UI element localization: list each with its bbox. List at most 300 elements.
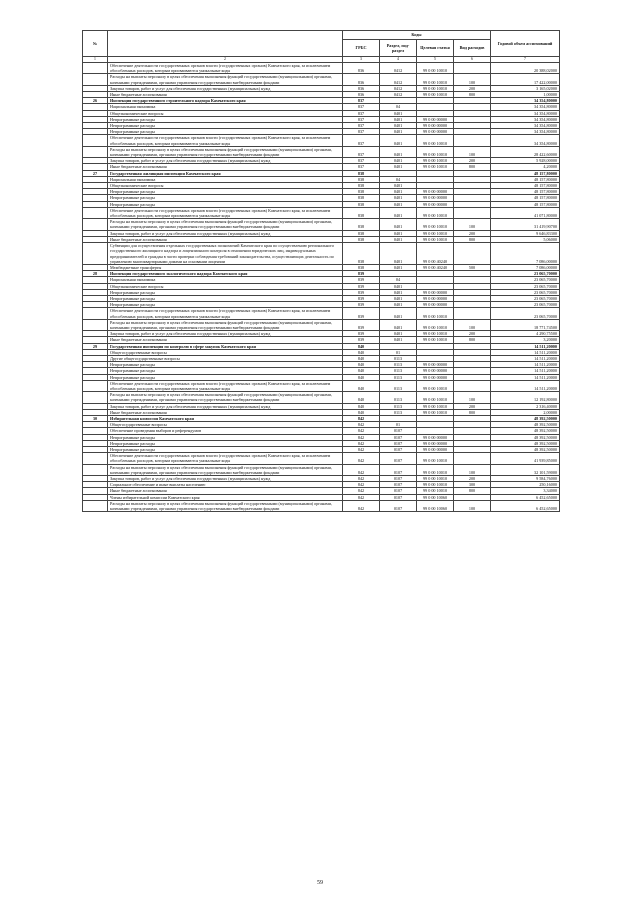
row-grbs: 840 — [343, 349, 380, 355]
row-target-article: 99 0 00 10060 — [417, 494, 454, 500]
row-grbs: 837 — [343, 129, 380, 135]
table-row — [83, 243, 560, 265]
row-number: 26 — [83, 98, 108, 104]
row-expense-type: 800 — [454, 488, 491, 494]
row-sum: 34 354,80000 — [491, 116, 560, 122]
row-expense-type: 200 — [454, 85, 491, 91]
row-sum: 48 392,50000 — [491, 428, 560, 434]
row-expense-type: 200 — [454, 230, 491, 236]
row-name: Непрограммные расходы — [108, 374, 343, 380]
row-sum: 48 157,80000 — [491, 201, 560, 207]
row-razdel: 0412 — [380, 92, 417, 98]
row-sum: 23 065,70000 — [491, 308, 560, 319]
row-sum: 9 584,76000 — [491, 476, 560, 482]
row-sum: 34 354,80000 — [491, 104, 560, 110]
row-name: Расходы на выплаты персоналу в целях обеспечения выполнения функций государственными (муниципальными) органами, казенными учреждениями, органами управления государственными внебюджетными фондами — [108, 74, 343, 85]
row-name: Общегосударственные вопросы — [108, 422, 343, 428]
row-sum: 23 065,70000 — [491, 295, 560, 301]
row-razdel: 0401 — [380, 189, 417, 195]
row-target-article: 99 0 00 10010 — [417, 230, 454, 236]
row-razdel: 0107 — [380, 488, 417, 494]
row-grbs: 837 — [343, 110, 380, 116]
row-razdel: 0401 — [380, 243, 417, 265]
row-name: Инспекция государственного строительного надзора Камчатского края — [108, 98, 343, 104]
row-target-article: 99 0 00 10010 — [417, 85, 454, 91]
row-number — [83, 207, 108, 218]
table-row — [83, 392, 560, 403]
row-number: 29 — [83, 343, 108, 349]
row-grbs: 839 — [343, 308, 380, 319]
row-name: Общеэкономические вопросы — [108, 183, 343, 189]
row-target-article: 99 0 00 10010 — [417, 476, 454, 482]
row-target-article: 99 0 00 00000 — [417, 116, 454, 122]
row-target-article: 99 0 00 00000 — [417, 434, 454, 440]
row-grbs: 842 — [343, 464, 380, 475]
row-razdel: 0107 — [380, 500, 417, 511]
row-razdel: 0107 — [380, 476, 417, 482]
row-sum: 48 392,50000 — [491, 447, 560, 453]
row-name: Непрограммные расходы — [108, 362, 343, 368]
row-razdel: 0401 — [380, 129, 417, 135]
row-sum: 2 316,40000 — [491, 403, 560, 409]
row-name: Расходы на выплаты персоналу в целях обеспечения выполнения функций государственными (муниципальными) органами, казенными учреждениями, органами управления государственными внебюджетными фондами — [108, 392, 343, 403]
row-name: Общеэкономические вопросы — [108, 283, 343, 289]
row-name: Иные бюджетные ассигнования — [108, 409, 343, 415]
row-sum: 14 511,20000 — [491, 343, 560, 349]
row-name: Закупка товаров, работ и услуг для обеспечения государственных (муниципальных) нужд — [108, 331, 343, 337]
row-grbs: 838 — [343, 243, 380, 265]
row-name: Непрограммные расходы — [108, 302, 343, 308]
row-name: Обеспечение деятельности государственных органов власти (государственных органов) Камчатского края, за исключением обособленных расходов, которым присваиваются уникальные коды — [108, 453, 343, 464]
row-razdel: 0401 — [380, 295, 417, 301]
row-razdel: 0113 — [380, 355, 417, 361]
row-sum: 5,06000 — [491, 236, 560, 242]
row-target-article: 99 0 00 40240 — [417, 264, 454, 270]
row-grbs: 840 — [343, 380, 380, 391]
header-index: 3 — [343, 57, 380, 63]
row-grbs: 839 — [343, 337, 380, 343]
row-name: Непрограммные расходы — [108, 201, 343, 207]
row-grbs: 838 — [343, 201, 380, 207]
row-razdel: 04 — [380, 277, 417, 283]
row-sum: 20 388,02000 — [491, 63, 560, 74]
row-sum: 14 511,20000 — [491, 362, 560, 368]
row-name: Расходы на выплаты персоналу в целях обеспечения выполнения функций государственными (муниципальными) органами, казенными учреждениями, органами управления государственными внебюджетными фондами — [108, 146, 343, 157]
row-sum: 12 192,80000 — [491, 392, 560, 403]
row-sum: 41 939,85000 — [491, 453, 560, 464]
row-name: Обеспечение деятельности государственных органов власти (государственных органов) Камчатского края, за исключением обособленных расходов, которым присваиваются уникальные коды — [108, 308, 343, 319]
row-target-article: 99 0 00 10010 — [417, 146, 454, 157]
row-sum: 23 065,70000 — [491, 271, 560, 277]
row-name: Закупка товаров, работ и услуг для обеспечения государственных (муниципальных) нужд — [108, 476, 343, 482]
row-sum: 7 086,00000 — [491, 264, 560, 270]
row-name: Субвенции для осуществления отдельных государственных полномочий Камчатского края по осуществлению регионального государственного жилищного надзора и лицензионного контроля в отношении юридических лиц, индивидуальных предпринимателей и граждан в части проверки соблюдения требований законодательства, осуществляющих деятельность по управлению многоквартирными домами на основании лицензии — [108, 243, 343, 265]
row-sum: 48 392,50000 — [491, 422, 560, 428]
header-annual-sum: Годовой объем ассигнований — [491, 31, 560, 57]
row-sum: 41 071,80000 — [491, 207, 560, 218]
row-name: Непрограммные расходы — [108, 129, 343, 135]
row-name: Непрограммные расходы — [108, 289, 343, 295]
page-number: 59 — [317, 880, 323, 886]
row-sum: 23 065,70000 — [491, 283, 560, 289]
row-grbs: 839 — [343, 331, 380, 337]
row-name: Общегосударственные вопросы — [108, 349, 343, 355]
row-name: Другие общегосударственные вопросы — [108, 355, 343, 361]
row-sum: 9 646,83300 — [491, 230, 560, 236]
table-row — [83, 135, 560, 146]
row-expense-type: 800 — [454, 92, 491, 98]
header-grbs: ГРБС — [343, 40, 380, 57]
row-expense-type — [454, 453, 491, 464]
row-grbs: 842 — [343, 428, 380, 434]
row-name: Непрограммные расходы — [108, 116, 343, 122]
row-expense-type: 200 — [454, 476, 491, 482]
row-grbs: 839 — [343, 295, 380, 301]
row-sum: 250,16000 — [491, 482, 560, 488]
row-razdel: 0401 — [380, 164, 417, 170]
row-sum: 48 157,80000 — [491, 176, 560, 182]
row-target-article: 99 0 00 00000 — [417, 440, 454, 446]
row-expense-type: 200 — [454, 158, 491, 164]
row-name: Расходы на выплаты персоналу в целях обеспечения выполнения функций государственными (муниципальными) органами, казенными учреждениями, органами управления государственными внебюджетными фондами — [108, 319, 343, 330]
row-sum: 4,20000 — [491, 164, 560, 170]
row-target-article: 99 0 00 10010 — [417, 464, 454, 475]
row-grbs: 837 — [343, 123, 380, 129]
row-sum: 7 086,00000 — [491, 243, 560, 265]
row-razdel: 0401 — [380, 337, 417, 343]
row-razdel: 0107 — [380, 482, 417, 488]
table-row — [83, 500, 560, 511]
row-grbs: 842 — [343, 453, 380, 464]
row-name: Социальное обеспечение и иные выплаты населению — [108, 482, 343, 488]
row-expense-type — [454, 308, 491, 319]
row-expense-type: 100 — [454, 392, 491, 403]
row-razdel: 0113 — [380, 392, 417, 403]
row-sum: 18 771,74500 — [491, 319, 560, 330]
row-name: Непрограммные расходы — [108, 123, 343, 129]
row-grbs: 842 — [343, 447, 380, 453]
row-name: Обеспечение деятельности государственных органов власти (государственных органов) Камчатского края, за исключением обособленных расходов, которым присваиваются уникальные коды — [108, 63, 343, 74]
row-target-article: 99 0 00 00000 — [417, 295, 454, 301]
row-grbs: 842 — [343, 500, 380, 511]
row-grbs: 842 — [343, 482, 380, 488]
row-number — [83, 500, 108, 511]
row-number — [83, 308, 108, 319]
row-expense-type — [454, 135, 491, 146]
row-target-article: 99 0 00 10010 — [417, 392, 454, 403]
row-name: Закупка товаров, работ и услуг для обеспечения государственных (муниципальных) нужд — [108, 158, 343, 164]
row-razdel: 0401 — [380, 207, 417, 218]
row-name: Национальная экономика — [108, 277, 343, 283]
row-razdel: 0401 — [380, 319, 417, 330]
row-expense-type: 100 — [454, 219, 491, 230]
row-sum: 17 422,00000 — [491, 74, 560, 85]
row-number — [83, 464, 108, 475]
row-target-article: 99 0 00 10010 — [417, 409, 454, 415]
row-name: Государственная жилищная инспекция Камчатского края — [108, 170, 343, 176]
row-number — [83, 243, 108, 265]
row-grbs: 838 — [343, 230, 380, 236]
row-target-article: 99 0 00 10010 — [417, 482, 454, 488]
row-target-article: 99 0 00 10010 — [417, 92, 454, 98]
row-target-article: 99 0 00 10010 — [417, 158, 454, 164]
row-grbs: 837 — [343, 116, 380, 122]
row-target-article: 99 0 00 00000 — [417, 289, 454, 295]
budget-table — [82, 30, 560, 512]
row-target-article: 99 0 00 10010 — [417, 135, 454, 146]
table-row — [83, 63, 560, 74]
row-sum: 2,00000 — [491, 409, 560, 415]
header-index: 4 — [380, 57, 417, 63]
row-grbs: 839 — [343, 271, 380, 277]
row-razdel: 0107 — [380, 428, 417, 434]
row-grbs: 839 — [343, 302, 380, 308]
row-razdel: 0113 — [380, 380, 417, 391]
table-body — [83, 63, 560, 512]
row-sum: 3,20000 — [491, 337, 560, 343]
row-razdel: 0107 — [380, 453, 417, 464]
header-target-article: Целевая статья — [417, 40, 454, 57]
row-expense-type: 300 — [454, 482, 491, 488]
row-expense-type: 100 — [454, 500, 491, 511]
table-row — [83, 380, 560, 391]
row-sum: 23 065,70000 — [491, 289, 560, 295]
row-sum: 14 511,20000 — [491, 355, 560, 361]
row-name: Непрограммные расходы — [108, 440, 343, 446]
row-razdel: 0401 — [380, 302, 417, 308]
row-razdel: 0401 — [380, 201, 417, 207]
row-expense-type — [454, 380, 491, 391]
row-target-article: 99 0 00 00000 — [417, 195, 454, 201]
row-expense-type: 100 — [454, 319, 491, 330]
row-sum: 4 290,75500 — [491, 331, 560, 337]
row-grbs: 838 — [343, 219, 380, 230]
row-grbs: 839 — [343, 319, 380, 330]
row-razdel: 0401 — [380, 158, 417, 164]
row-target-article: 99 0 00 00000 — [417, 201, 454, 207]
row-sum: 48 157,80000 — [491, 189, 560, 195]
row-sum: 6 452,65000 — [491, 494, 560, 500]
table-row — [83, 319, 560, 330]
row-target-article: 99 0 00 00000 — [417, 368, 454, 374]
row-name: Расходы на выплаты персоналу в целях обеспечения выполнения функций государственными (муниципальными) органами, казенными учреждениями, органами управления государственными внебюджетными фондами — [108, 500, 343, 511]
row-target-article: 99 0 00 00000 — [417, 189, 454, 195]
row-sum: 5 928,00000 — [491, 158, 560, 164]
row-sum: 32 101,59000 — [491, 464, 560, 475]
row-target-article: 99 0 00 40240 — [417, 243, 454, 265]
row-razdel: 0113 — [380, 368, 417, 374]
header-index: 6 — [454, 57, 491, 63]
row-expense-type: 800 — [454, 337, 491, 343]
row-grbs: 840 — [343, 362, 380, 368]
row-target-article: 99 0 00 00000 — [417, 302, 454, 308]
row-name: Иные бюджетные ассигнования — [108, 488, 343, 494]
row-name: Инспекция государственного экологического надзора Камчатского края — [108, 271, 343, 277]
row-razdel: 0107 — [380, 440, 417, 446]
row-expense-type: 200 — [454, 331, 491, 337]
row-expense-type: 200 — [454, 403, 491, 409]
row-grbs: 838 — [343, 189, 380, 195]
row-grbs: 839 — [343, 289, 380, 295]
row-name: Закупка товаров, работ и услуг для обеспечения государственных (муниципальных) нужд — [108, 403, 343, 409]
row-target-article: 99 0 00 10010 — [417, 207, 454, 218]
row-razdel: 0401 — [380, 230, 417, 236]
row-target-article: 99 0 00 00000 — [417, 362, 454, 368]
row-grbs: 842 — [343, 434, 380, 440]
row-sum: 23 065,70000 — [491, 277, 560, 283]
row-name: Непрограммные расходы — [108, 295, 343, 301]
row-grbs: 840 — [343, 403, 380, 409]
row-target-article: 99 0 00 10010 — [417, 403, 454, 409]
table-row — [83, 74, 560, 85]
row-razdel: 0401 — [380, 195, 417, 201]
row-razdel: 01 — [380, 349, 417, 355]
row-expense-type: 100 — [454, 464, 491, 475]
row-grbs: 839 — [343, 277, 380, 283]
row-razdel: 0401 — [380, 135, 417, 146]
row-expense-type: 100 — [454, 74, 491, 85]
row-grbs: 840 — [343, 343, 380, 349]
row-sum: 48 392,50000 — [491, 415, 560, 421]
budget-table-sheet — [82, 30, 560, 512]
row-sum: 28 422,60000 — [491, 146, 560, 157]
row-expense-type — [454, 207, 491, 218]
table-row — [83, 146, 560, 157]
row-name: Члены избирательной комиссии Камчатского края — [108, 494, 343, 500]
header-name-blank — [108, 31, 343, 57]
row-razdel: 01 — [380, 422, 417, 428]
row-razdel: 0401 — [380, 146, 417, 157]
row-grbs: 842 — [343, 494, 380, 500]
row-name: Иные бюджетные ассигнования — [108, 164, 343, 170]
row-razdel: 0401 — [380, 264, 417, 270]
row-name: Непрограммные расходы — [108, 368, 343, 374]
row-number — [83, 146, 108, 157]
row-sum: 48 392,50000 — [491, 434, 560, 440]
row-razdel: 0113 — [380, 403, 417, 409]
row-grbs: 842 — [343, 476, 380, 482]
row-razdel: 0401 — [380, 123, 417, 129]
row-grbs: 836 — [343, 63, 380, 74]
row-name: Непрограммные расходы — [108, 195, 343, 201]
row-razdel: 0401 — [380, 283, 417, 289]
row-grbs: 838 — [343, 264, 380, 270]
row-grbs: 838 — [343, 236, 380, 242]
row-number — [83, 219, 108, 230]
header-index: 7 — [491, 57, 560, 63]
row-name: Национальная экономика — [108, 176, 343, 182]
row-target-article: 99 0 00 00000 — [417, 123, 454, 129]
row-razdel: 0412 — [380, 74, 417, 85]
row-target-article: 99 0 00 00000 — [417, 374, 454, 380]
row-target-article: 99 0 00 10010 — [417, 164, 454, 170]
row-grbs: 837 — [343, 164, 380, 170]
row-razdel: 0401 — [380, 236, 417, 242]
row-number — [83, 74, 108, 85]
row-grbs: 840 — [343, 368, 380, 374]
row-grbs: 840 — [343, 355, 380, 361]
row-target-article: 99 0 00 10010 — [417, 331, 454, 337]
row-grbs: 842 — [343, 415, 380, 421]
header-codes: Коды — [343, 31, 491, 40]
row-target-article: 99 0 00 10010 — [417, 236, 454, 242]
row-sum: 34 354,80000 — [491, 129, 560, 135]
header-expense-type: Вид расходов — [454, 40, 491, 57]
row-grbs: 838 — [343, 176, 380, 182]
row-grbs: 842 — [343, 488, 380, 494]
row-grbs: 837 — [343, 135, 380, 146]
row-razdel: 0401 — [380, 308, 417, 319]
row-razdel: 0113 — [380, 409, 417, 415]
row-number — [83, 319, 108, 330]
row-expense-type: 800 — [454, 409, 491, 415]
row-grbs: 837 — [343, 104, 380, 110]
row-name: Обеспечение деятельности государственных органов власти (государственных органов) Камчатского края, за исключением обособленных расходов, которым присваиваются уникальные коды — [108, 380, 343, 391]
row-target-article: 99 0 00 10010 — [417, 319, 454, 330]
row-target-article: 99 0 00 10010 — [417, 63, 454, 74]
row-name: Общеэкономические вопросы — [108, 110, 343, 116]
row-number: 28 — [83, 271, 108, 277]
row-name: Расходы на выплаты персоналу в целях обеспечения выполнения функций государственными (муниципальными) органами, казенными учреждениями, органами управления государственными внебюджетными фондами — [108, 219, 343, 230]
row-razdel: 0401 — [380, 289, 417, 295]
row-grbs: 838 — [343, 195, 380, 201]
row-name: Обеспечение проведения выборов и референдумов — [108, 428, 343, 434]
row-razdel: 0401 — [380, 219, 417, 230]
header-razdel: Раздел, под-раздел — [380, 40, 417, 57]
row-sum: 14 511,20000 — [491, 380, 560, 391]
row-target-article: 99 0 00 10010 — [417, 74, 454, 85]
row-target-article: 99 0 00 10060 — [417, 500, 454, 511]
row-razdel: 0107 — [380, 434, 417, 440]
row-expense-type — [454, 243, 491, 265]
row-razdel: 0113 — [380, 362, 417, 368]
row-sum: 34 354,80000 — [491, 98, 560, 104]
row-sum: 48 392,50000 — [491, 440, 560, 446]
header-index: 1 — [83, 57, 108, 63]
row-number — [83, 453, 108, 464]
row-number: 27 — [83, 170, 108, 176]
row-sum: 14 511,20000 — [491, 349, 560, 355]
row-target-article: 99 0 00 10010 — [417, 308, 454, 319]
row-target-article: 99 0 00 00000 — [417, 129, 454, 135]
row-grbs: 842 — [343, 422, 380, 428]
row-expense-type: 800 — [454, 236, 491, 242]
row-expense-type: 500 — [454, 264, 491, 270]
table-row — [83, 219, 560, 230]
row-name: Иные бюджетные ассигнования — [108, 337, 343, 343]
row-grbs: 840 — [343, 409, 380, 415]
row-number: 30 — [83, 415, 108, 421]
row-name: Избирательная комиссия Камчатского края — [108, 415, 343, 421]
table-row — [83, 308, 560, 319]
row-sum: 6 452,65000 — [491, 500, 560, 511]
row-razdel: 0107 — [380, 447, 417, 453]
row-target-article: 99 0 00 10010 — [417, 337, 454, 343]
table-row — [83, 207, 560, 218]
row-name: Государственная инспекция по контролю в сфере закупок Камчатского края — [108, 343, 343, 349]
row-grbs: 837 — [343, 146, 380, 157]
row-number — [83, 380, 108, 391]
row-sum: 14 511,20000 — [491, 368, 560, 374]
row-target-article: 99 0 00 10010 — [417, 453, 454, 464]
row-sum: 34 354,80000 — [491, 123, 560, 129]
row-razdel: 0412 — [380, 63, 417, 74]
row-target-article: 99 0 00 10010 — [417, 488, 454, 494]
row-expense-type — [454, 63, 491, 74]
row-sum: 1,00000 — [491, 92, 560, 98]
row-grbs: 838 — [343, 183, 380, 189]
row-grbs: 837 — [343, 158, 380, 164]
